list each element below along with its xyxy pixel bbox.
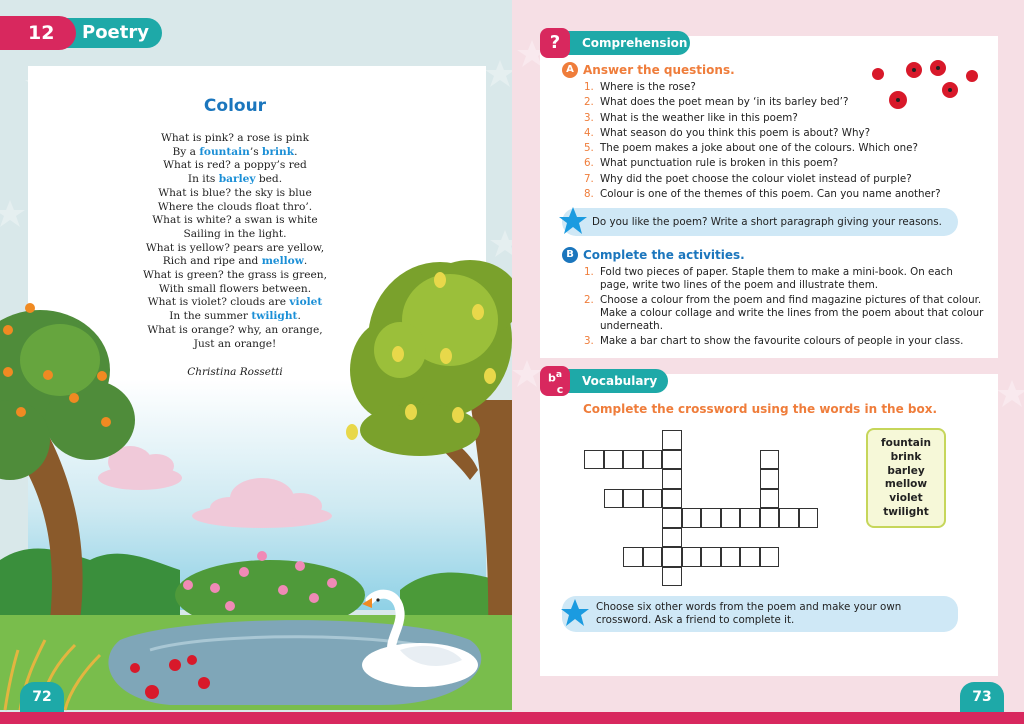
item-text: What does the poet mean by ‘in its barley bed’? [600,96,849,109]
list-item [584,266,984,292]
abc-icon [540,366,570,396]
vocabulary-extension-pill [562,596,958,632]
abc-letter-a: a [555,369,563,380]
list-item [584,294,984,332]
poem-line [0,159,470,173]
crossword-cell[interactable] [662,450,682,470]
page-number-left: 72 [20,682,64,712]
poem-line [0,310,470,324]
list-item [584,95,984,110]
item-number: 6. [584,157,594,170]
crossword-cell[interactable] [799,508,819,528]
poem-keyword: twilight [251,310,298,323]
crossword-cell[interactable] [662,547,682,567]
poem-line [0,132,470,146]
crossword-cell[interactable] [701,547,721,567]
poem-line [0,324,470,338]
poem-text-segment: Rich and ripe and [162,255,262,268]
section-a-badge: A [562,62,578,78]
item-number: 3. [584,335,594,348]
poem-line [0,338,470,352]
extension-pill [562,208,958,236]
crossword-cell[interactable] [740,547,760,567]
page-footer-band [0,712,512,724]
item-text: The poem makes a joke about one of the colours. Which one? [600,142,918,155]
poem-text-segment: . [294,145,298,158]
poem-text-segment: In its [187,173,219,186]
poem-keyword: fountain [199,145,250,158]
vocabulary-heading: Vocabulary [550,369,668,393]
page-number-right: 73 [960,682,1004,712]
poem-line [0,146,470,160]
list-item [584,172,984,187]
crossword-cell[interactable] [662,508,682,528]
item-number: 2. [584,294,594,307]
item-text: Fold two pieces of paper. Staple them to make a mini-book. On each page, write two lines of the poem and illustrate them. [600,266,953,291]
item-number: 1. [584,81,594,93]
item-text: Choose a colour from the poem and find magazine pictures of that colour. Make a colour collage and write the lines from the poem about that colour underneath. [600,294,984,332]
poem-text-segment: What is pink? a rose is pink [160,132,310,144]
star-icon [558,206,588,236]
list-item [584,111,984,126]
poem-keyword: brink [262,145,295,158]
item-text: What is the weather like in this poem? [600,111,798,124]
poem-author: Christina Rossetti [187,366,283,378]
poem-text-segment: ’s [249,145,263,158]
crossword-cell[interactable] [604,450,624,470]
chapter-title: Poetry [66,18,162,48]
list-item [584,141,984,156]
item-text: What punctuation rule is broken in this poem? [600,157,839,170]
word-box [866,428,946,528]
poem-title: Colour [203,96,267,116]
word-box-item: twilight [883,505,929,518]
poem-text [0,132,470,351]
crossword-cell[interactable] [682,547,702,567]
crossword-cell[interactable] [760,469,780,489]
poem-text-segment: In the summer [169,310,252,323]
section-b-title: Complete the activities. [583,248,745,262]
word-box-item: mellow [884,478,928,491]
list-item [584,126,984,141]
comprehension-heading: Comprehension [550,31,690,55]
list-item [584,156,984,171]
poem-keyword: barley [218,173,256,186]
item-text: Make a bar chart to show the favourite colours of people in your class. [600,335,964,348]
chapter-number-badge: 12 [0,16,76,50]
crossword-cell[interactable] [604,489,624,509]
poem-text-segment: What is red? a poppy’s red [163,159,307,172]
crossword-cell[interactable] [662,489,682,509]
crossword-cell[interactable] [662,469,682,489]
extension-text: Do you like the poem? Write a short paragraph giving your reasons. [592,216,942,228]
poem-text-segment: What is yellow? pears are yellow, [145,241,325,254]
question-list [584,80,984,202]
crossword-cell[interactable] [584,450,604,470]
crossword-cell[interactable] [662,528,682,548]
poem-line [0,269,470,283]
crossword-cell[interactable] [662,567,682,587]
question-mark-icon: ? [540,28,570,58]
poem-text-segment: . [303,255,308,268]
poem-line [0,173,470,187]
item-number: 2. [584,96,594,109]
poem-keyword: violet [289,296,323,309]
crossword-cell[interactable] [623,450,643,470]
poem-keyword: mellow [261,255,304,268]
crossword-cell[interactable] [760,508,780,528]
poem-text-segment: What is violet? clouds are [147,296,290,309]
crossword-cell[interactable] [760,450,780,470]
abc-letter-c: c [556,382,564,396]
item-text: What season do you think this poem is about? Why? [600,126,871,139]
item-number: 1. [584,266,594,278]
item-number: 4. [584,126,594,139]
word-box-item: violet [889,492,923,505]
word-box-item: barley [887,464,925,477]
comprehension-card [540,32,998,358]
vocabulary-instruction: Complete the crossword using the words in the box. [583,402,938,416]
poem-text-segment: What is orange? why, an orange, [147,323,323,336]
item-number: 7. [584,172,594,185]
right-page [512,0,1024,724]
poem-text-segment: Sailing in the light. [183,227,287,240]
crossword-cell[interactable] [682,508,702,528]
item-number: 3. [584,111,594,124]
crossword-cell[interactable] [779,508,799,528]
item-number: 8. [584,188,594,201]
crossword-cell[interactable] [662,430,682,450]
poem-text-segment: Where the clouds float thro’. [157,200,313,213]
crossword-cell[interactable] [623,547,643,567]
crossword-cell[interactable] [701,508,721,528]
poem-line [0,228,470,242]
crossword-cell[interactable] [721,508,741,528]
poem-text-segment: What is blue? the sky is blue [158,186,312,199]
section-b-badge: B [562,247,578,263]
list-item [584,187,984,202]
poem-line [0,201,470,215]
section-a-title: Answer the questions. [583,63,735,77]
crossword-cell[interactable] [643,547,663,567]
crossword-cell[interactable] [643,450,663,470]
poem-line [0,214,470,228]
vocabulary-extension-text: Choose six other words from the poem and make your own crossword. Ask a friend to complete it. [596,601,902,626]
crossword-cell[interactable] [623,489,643,509]
crossword-cell[interactable] [740,508,760,528]
poem-line [0,187,470,201]
list-item [584,335,984,348]
poem-text-segment: With small flowers between. [158,282,312,295]
activity-list [584,266,984,351]
crossword-cell[interactable] [760,489,780,509]
poem-text-segment: By a [172,145,200,158]
crossword-cell[interactable] [721,547,741,567]
item-text: Colour is one of the themes of this poem. Can you name another? [600,188,941,201]
vocabulary-card [540,369,998,676]
item-text: Where is the rose? [600,81,696,93]
list-item [584,80,984,95]
item-number: 5. [584,142,594,155]
poem-line [0,283,470,297]
poem-text-segment: Just an orange! [193,337,277,350]
abc-letter-b: b [547,371,556,385]
poem-text-segment: . [297,310,301,323]
crossword-cell[interactable] [760,547,780,567]
crossword-cell[interactable] [643,489,663,509]
page-footer-band [512,712,1024,724]
star-icon [560,598,590,628]
poem-text-segment: What is white? a swan is white [152,214,318,227]
poem-text-segment: bed. [255,173,283,186]
poem-line [0,296,470,310]
word-box-item: fountain [881,437,931,449]
poem-text-segment: What is green? the grass is green, [143,269,327,282]
word-box-item: brink [890,450,922,463]
poem-line [0,255,470,269]
item-text: Why did the poet choose the colour violet instead of purple? [600,172,912,185]
poem-line [0,242,470,256]
